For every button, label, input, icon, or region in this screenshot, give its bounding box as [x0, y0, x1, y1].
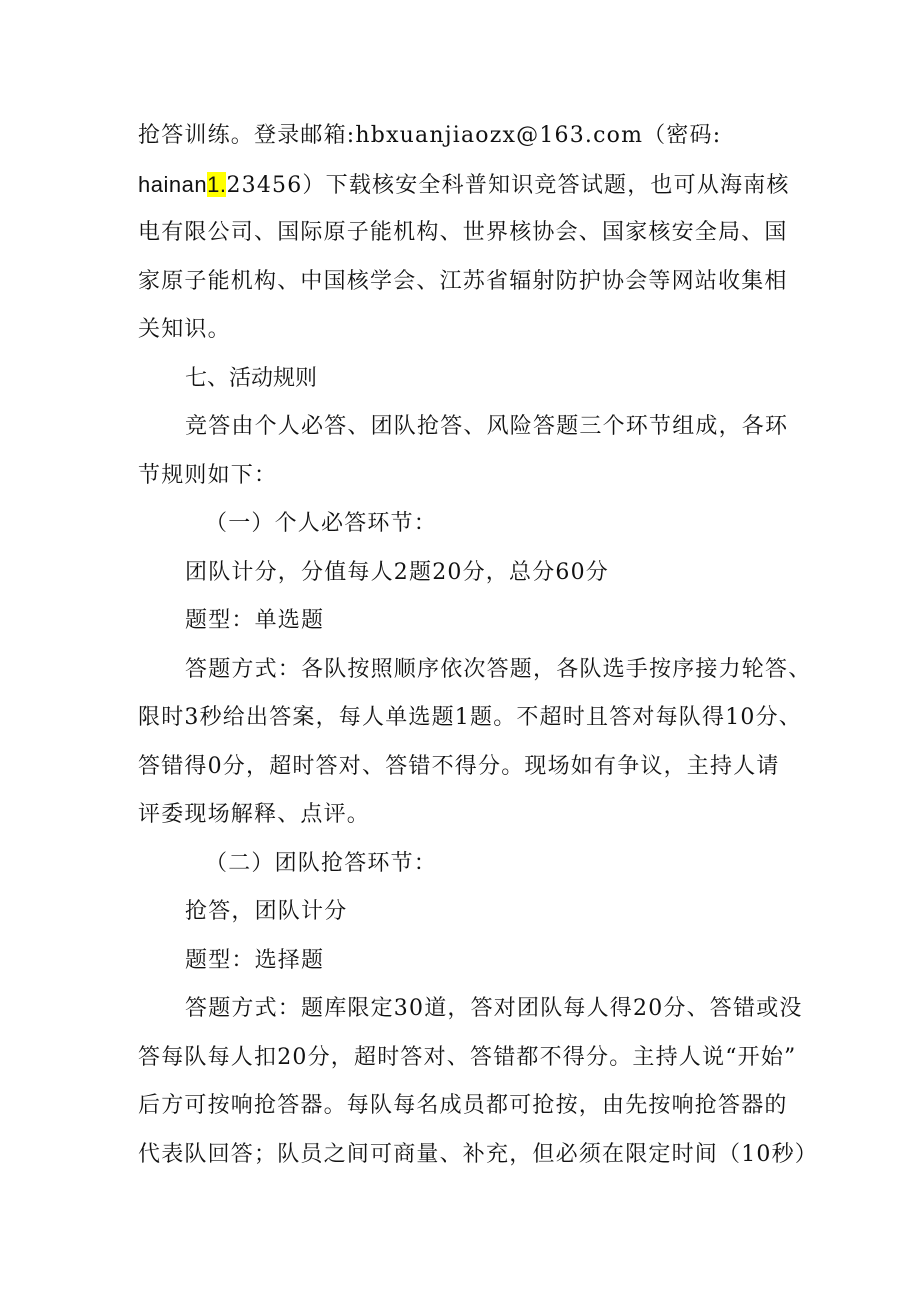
text-segment: 抢答训练。登录邮箱:hbxuanjiaozx@163.com（密码:: [138, 123, 722, 148]
text-segment: 关知识。: [138, 317, 231, 342]
subsection-title: （一）个人必答环节：: [205, 511, 438, 536]
paragraph-line: 题型：选择题: [185, 947, 325, 973]
paragraph-line: 答题方式：各队按照顺序依次答题，各队选手按序接力轮答、: [185, 656, 812, 682]
paragraph-line: [138, 306, 788, 355]
paragraph-line: 答每队每人扣20分，超时答对、答错都不得分。主持人说“开始”: [138, 1044, 797, 1070]
paragraph-line: 评委现场解释、点评。: [138, 802, 371, 827]
paragraph-line: [138, 209, 788, 258]
subsection-title: （二）团队抢答环节：: [205, 850, 438, 876]
paragraph-line: 后方可按响抢答器。每队每名成员都可抢按，由先按响抢答器的: [138, 1093, 788, 1118]
paragraph-line: 答题方式：题库限定30道，答对团队每人得20分、答错或没: [185, 996, 803, 1021]
text-segment: 节规则如下：: [138, 462, 278, 488]
text-segment: hainan: [138, 171, 208, 197]
paragraph-line: 团队计分，分值每人2题20分，总分60分: [185, 559, 609, 585]
paragraph-line: [138, 161, 788, 210]
document-page: [138, 112, 818, 1179]
section-heading: 七、活动规则: [185, 365, 318, 391]
text-segment: 23456）下载核安全科普知识竞答试题，也可从海南核: [226, 172, 790, 198]
text-segment: 竞答由个人必答、团队抢答、风险答题三个环节组成，各环: [185, 414, 789, 439]
paragraph-line: [138, 403, 788, 452]
paragraph-line: 代表队回答；队员之间可商量、补充，但必须在限定时间（10秒）: [138, 1141, 818, 1167]
paragraph-line: [138, 258, 788, 307]
paragraph-line: [138, 112, 788, 161]
text-segment: 电有限公司、国际原子能机构、世界核协会、国家核安全局、国: [138, 220, 788, 245]
highlighted-text: 1.: [207, 171, 227, 197]
paragraph-line: 限时3秒给出答案，每人单选题1题。不超时且答对每队得10分、: [138, 705, 802, 730]
paragraph-line: 题型：单选题: [185, 608, 325, 633]
paragraph-line: [138, 452, 788, 501]
paragraph-line: 抢答，团队计分: [185, 899, 348, 924]
paragraph-line: 答错得0分，超时答对、答错不得分。现场如有争议，主持人请: [138, 753, 780, 779]
text-segment: 家原子能机构、中国核学会、江苏省辐射防护协会等网站收集相: [138, 268, 788, 294]
